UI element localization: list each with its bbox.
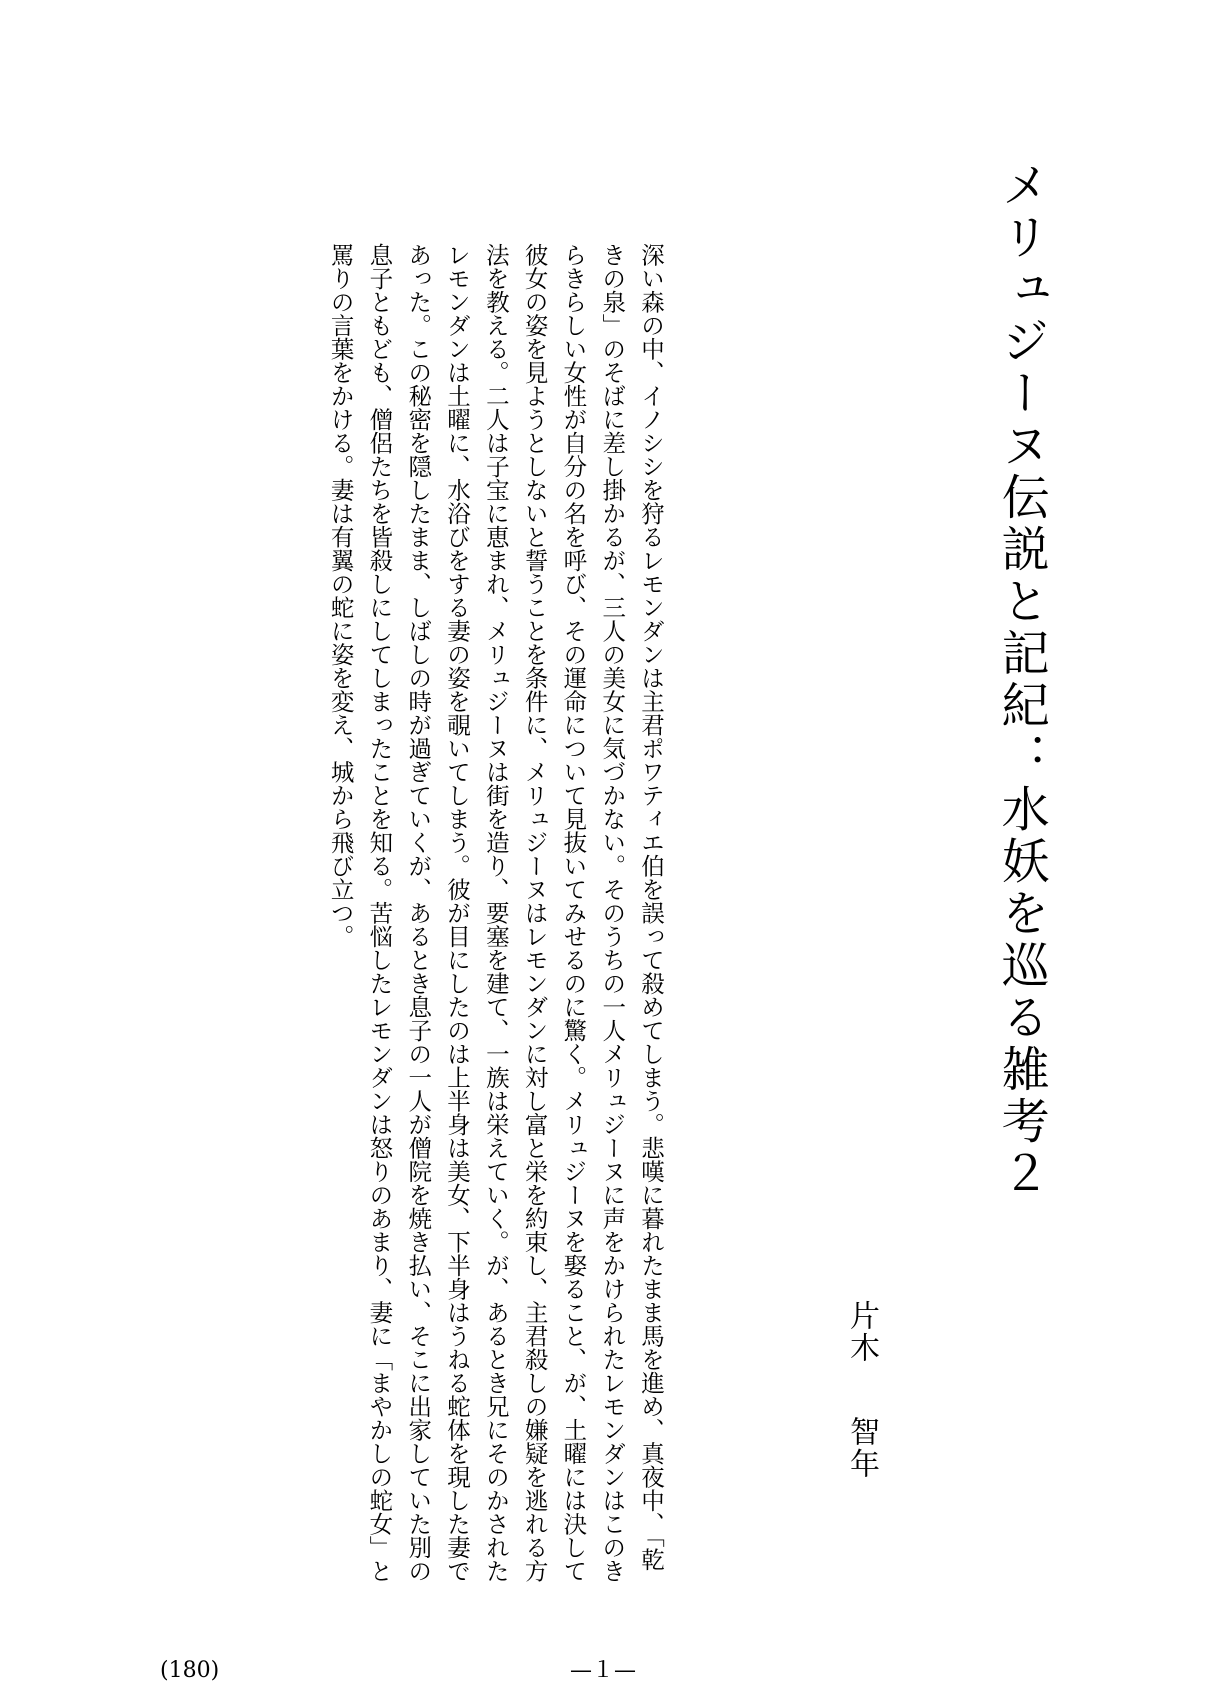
page-number: —１— (570, 1658, 637, 1683)
author-name (844, 1300, 879, 1480)
article-body (205, 243, 670, 1588)
author-family-name: 片木 (844, 1300, 879, 1364)
author-given-name: 智年 (844, 1416, 879, 1480)
body-paragraph: 深い森の中、イノシシを狩るレモンダンは主君ポワティエ伯を誤って殺めてしまう。悲嘆に暮れたまま馬を進め、真夜中、「乾きの泉」のそばに差し掛かるが、三人の美女に気づかない。そのうちの一人メリュジーヌに声をかけられたレモンダンはこのきらきらしい女性が自分の名を呼び、その運命について見抜いてみせるのに驚く。メリュジーヌを娶ること、が、土曜には決して彼女の姿を見ようとしないと誓うことを条件に、メリュジーヌはレモンダンに対し富と栄を約束し、主君殺しの嫌疑を逃れる方法を教える。二人は子宝に恵まれ、メリュジーヌは街を造り、要塞を建て、一族は栄えていく。が、あるとき兄にそのかされたレモンダンは土曜に、水浴びをする妻の姿を覗いてしまう。彼が目にしたのは上半身は美女、下半身はうねる蛇体を現した妻であった。この秘密を隠したまま、しばしの時が過ぎていくが、あるとき息子の一人が僧院を焼き払い、そこに出家していた別の息子ともども、僧侶たちを皆殺しにしてしまったことを知る。苦悩したレモンダンは怒りのあまり、妻に「まやかしの蛇女」と罵りの言葉をかける。妻は有翼の蛇に姿を変え、城から飛び立つ。 (326, 243, 665, 1583)
article-title: メリュジーヌ伝説と記紀：水妖を巡る雑考２ (993, 160, 1050, 1200)
volume-page-number: (180) (160, 1658, 220, 1683)
